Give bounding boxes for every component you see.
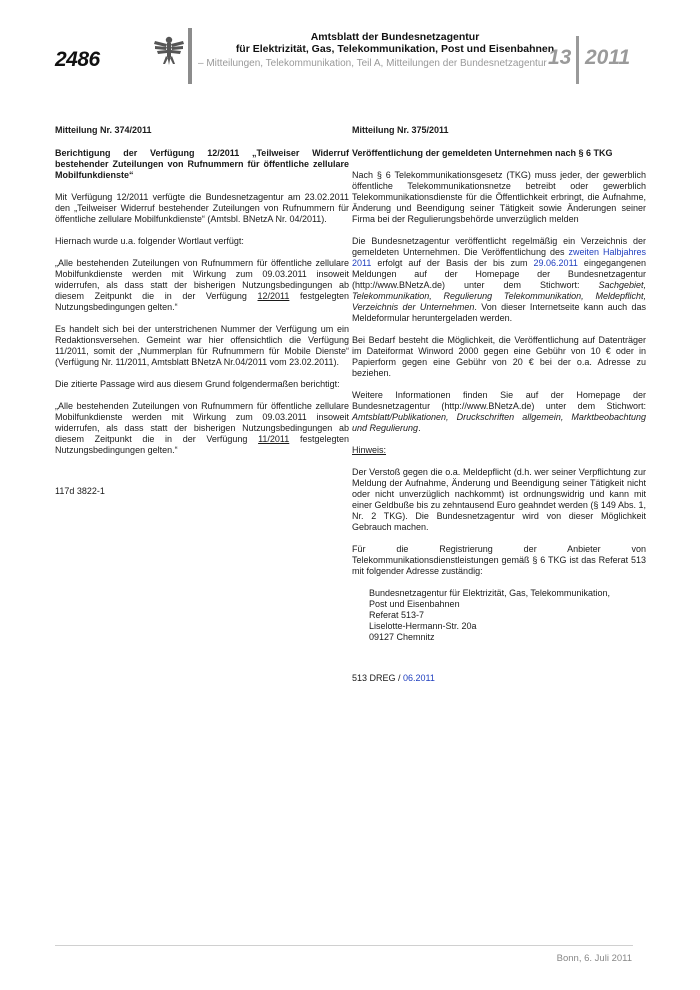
issue-year: 2011 [585, 46, 631, 69]
notice-375-reference: 513 DREG / 06.2011 [352, 673, 435, 683]
notice-375-paragraph: Nach § 6 Telekommunikationsgesetz (TKG) muss jeder, der gewerblich öffentliche Telekommunikationsnetze betreibt oder gewerblich Telekommunikationsdienste für die Öffentlichkeit erbringt, die Aufnahme, Änderung und Beendigung seiner Tätigkeit sowie Änderungen seiner Firma bei der Regulierungsbehörde unverzüglich melden [352, 170, 646, 224]
address-line: Post und Eisenbahnen [369, 599, 460, 609]
page-number: 2486 [55, 48, 100, 71]
header-divider [188, 28, 192, 84]
link-date[interactable]: 29.06.2011 [533, 258, 578, 268]
notice-374-paragraph: Die zitierte Passage wird aus diesem Grund folgendermaßen berichtigt: [55, 379, 340, 389]
notice-374-heading: Mitteilung Nr. 374/2011 [55, 125, 152, 135]
notice-374-paragraph: Es handelt sich bei der unterstrichenen Nummer der Verfügung um ein Redaktionsversehen. Gemeint war hier offensichtlich die Verfügung 11/2011, somit der „Nummerplan für Rufnummern für Mobile Dienste“ (Verfügung Nr. 11/2011, Amtsblatt BNetzA Nr.04/2011 vom 23.02.2011). [55, 324, 349, 367]
link-reference-date[interactable]: 06.2011 [403, 673, 435, 683]
notice-375-paragraph: Die Bundesnetzagentur veröffentlicht regelmäßig ein Verzeichnis der gemeldeten Unternehmen. Die Veröffentlichung des zweiten Halbjahres 2011 erfolgt auf der Basis der bis zum 29.06.2011 eingegangenen Meldungen auf der Homepage der Bundesnetzagentur (http://www.BNetzA.de) unter dem Stichwort: Sachgebiet, Telekommunikation, Regulierung Telekommunikation, Meldepflicht, Verzeichnis der Unternehmen. Von dieser Internetseite kann auch das Meldeformular heruntergeladen werden. [352, 236, 647, 323]
address-line: Liselotte-Hermann-Str. 20a [369, 621, 477, 631]
notice-374-quote-original: „Alle bestehenden Zuteilungen von Rufnummern für öffentliche zellulare Mobilfunkdienste werden mit Wirkung zum 09.03.2011 insoweit widerrufen, als dass statt der bisherigen Nutzungsbedingungen ab diesem Zeitpunkt die in der Verfügung 12/2011 festgelegten Nutzungsbedingungen gelten.“ [55, 258, 349, 312]
notice-374-paragraph: Hiernach wurde u.a. folgender Wortlaut verfügt: [55, 236, 244, 246]
journal-title: Amtsblatt der Bundesnetzagentur [310, 31, 480, 43]
notice-375-subheading: Veröffentlichung der gemeldeten Unternehmen nach § 6 TKG [352, 148, 613, 158]
notice-375-paragraph: Weitere Informationen finden Sie auf der Homepage der Bundesnetzagentur (http://www.BNetzA.de) unter dem Stichwort: Amtsblatt/Publikationen, Druckschriften allgemein, Marktbeobachtung und Regulierung. [352, 390, 646, 433]
issue-number: 13 [548, 46, 572, 69]
federal-eagle-icon [152, 34, 186, 68]
journal-title-subline: für Elektrizität, Gas, Telekommunikation, Post und Eisenbahnen [235, 43, 555, 55]
notice-375-paragraph: Bei Bedarf besteht die Möglichkeit, die Veröffentlichung auf Datenträger im Dateiformat Winword 2000 gegen eine Gebühr von 10 € oder in Papierform gegen eine Gebühr von 20 € bei der o.a. Adresse zu beziehen. [352, 335, 646, 378]
notice-375-paragraph: Der Verstoß gegen die o.a. Meldepflicht (d.h. wer seiner Verpflichtung zur Meldung der Aufnahme, Änderung und Beendigung seiner Tätigkeit nicht oder nicht unverzüglich nachkommt) ist ordnungswidrig und kann mit einer Geldbuße bis zu zehntausend Euro geahndet werden (§ 149 Abs. 1, Nr. 2 TKG). Die Bundesnetzagentur wird von dieser Möglichkeit Gebrauch machen. [352, 467, 646, 532]
right-column [352, 125, 646, 695]
link-second-half-2011[interactable]: zweiten Halbjahres 2011 [352, 247, 647, 268]
notice-374-reference: 117d 3822-1 [55, 486, 105, 496]
notice-374-paragraph: Mit Verfügung 12/2011 verfügte die Bundesnetzagentur am 23.02.2011 den „Teilweiser Widerruf bestehender Zuteilungen von Rufnummern für öffentliche zellulare Mobilfunkdienste“ (Amtsbl. BNetzA Nr. 04/2011). [55, 192, 349, 224]
issue-divider [576, 36, 579, 84]
footer-divider [55, 945, 633, 946]
footer-date: Bonn, 6. Juli 2011 [556, 953, 632, 964]
underlined-number: 12/2011 [257, 291, 290, 301]
notice-375-paragraph: Für die Registrierung der Anbieter von Telekommunikationsdienstleistungen gemäß § 6 TKG ist das Referat 513 mit folgender Adresse zuständig: [352, 544, 646, 576]
notice-374-quote-corrected: „Alle bestehenden Zuteilungen von Rufnummern für öffentliche zellulare Mobilfunkdienste werden mit Wirkung zum 09.03.2011 insoweit widerrufen, als dass statt der bisherigen Nutzungsbedingungen ab diesem Zeitpunkt die in der Verfügung 11/2011 festgelegten Nutzungsbedingungen gelten.“ [55, 401, 349, 455]
underlined-number: 11/2011 [258, 434, 290, 444]
address-line: Referat 513-7 [369, 610, 425, 620]
left-column [55, 125, 349, 508]
hint-label: Hinweis: [352, 445, 387, 455]
address-line: 09127 Chemnitz [369, 632, 435, 642]
notice-374-subheading: Berichtigung der Verfügung 12/2011 „Teilweiser Widerruf bestehender Zuteilungen von Rufnummern für öffentliche zellulare Mobilfunkdienste“ [55, 148, 349, 180]
section-subtitle: – Mitteilungen, Telekommunikation, Teil A, Mitteilungen der Bundesnetzagentur – [198, 58, 556, 69]
notice-375-heading: Mitteilung Nr. 375/2011 [352, 125, 449, 135]
address-block [369, 588, 646, 643]
address-line: Bundesnetzagentur für Elektrizität, Gas, Telekommunikation, [369, 588, 610, 598]
